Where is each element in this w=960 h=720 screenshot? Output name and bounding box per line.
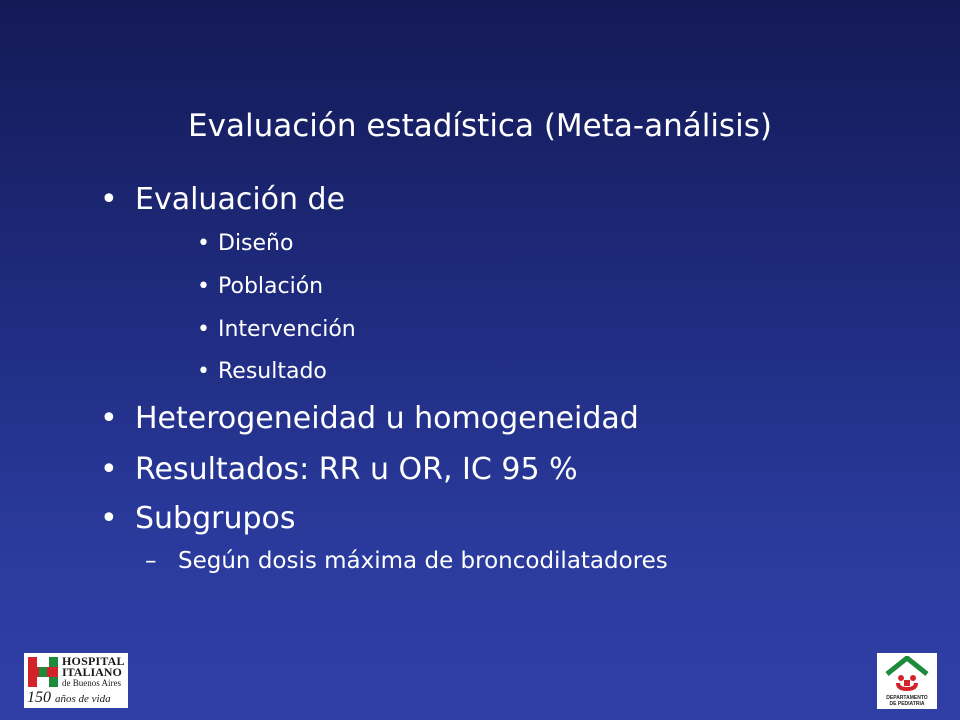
bullet-text: Resultados: RR u OR, IC 95 %: [135, 452, 578, 487]
hospital-logo-line2: ITALIANO: [62, 665, 122, 679]
bullet-marker: •: [197, 231, 210, 256]
house-family-icon: [885, 656, 929, 694]
bullet-text: Población: [218, 274, 324, 299]
bullet-heterogeneidad: [100, 400, 639, 438]
bullet-text: Heterogeneidad u homogeneidad: [135, 401, 639, 436]
hospital-cross-icon: [27, 656, 59, 688]
bullet-text: Diseño: [218, 231, 294, 256]
bullet-subgrupos: [100, 500, 296, 538]
bullet-marker: •: [100, 452, 118, 487]
bullet-text: Subgrupos: [135, 501, 296, 536]
departamento-pediatria-logo: [877, 653, 937, 709]
bullet-marker: •: [100, 501, 118, 536]
bullet-marker: •: [100, 401, 118, 436]
sub-bullet-resultado: [197, 357, 327, 387]
bullet-marker: •: [197, 359, 210, 384]
sub-bullet-poblacion: [197, 272, 323, 302]
bullet-evaluacion-de: [100, 181, 345, 219]
bullet-marker: •: [100, 182, 118, 217]
bullet-text: Según dosis máxima de broncodilatadores: [178, 548, 668, 574]
bullet-text: Intervención: [218, 317, 356, 342]
bullet-text: Resultado: [218, 359, 327, 384]
hospital-italiano-logo: [24, 653, 128, 708]
dash-bullet-segun-dosis: [145, 546, 668, 576]
bullet-marker: •: [197, 317, 210, 342]
hospital-logo-line1: HOSPITAL: [62, 654, 125, 668]
bullet-resultados: [100, 451, 578, 489]
bullet-text: Evaluación de: [135, 182, 346, 217]
department-logo-line2: DE PEDIATRIA: [889, 701, 925, 707]
department-logo-line1: DEPARTAMENTO: [886, 695, 928, 701]
hospital-anniversary: [27, 689, 111, 708]
anniversary-text: años de vida: [55, 693, 111, 705]
anniversary-number: 150: [27, 689, 51, 706]
slide-title: Evaluación estadística (Meta-análisis): [188, 108, 772, 144]
sub-bullet-diseno: [197, 229, 293, 259]
dash-marker: –: [145, 548, 157, 574]
sub-bullet-intervencion: [197, 315, 356, 345]
hospital-logo-line3: de Buenos Aires: [62, 678, 121, 688]
bullet-marker: •: [197, 274, 210, 299]
